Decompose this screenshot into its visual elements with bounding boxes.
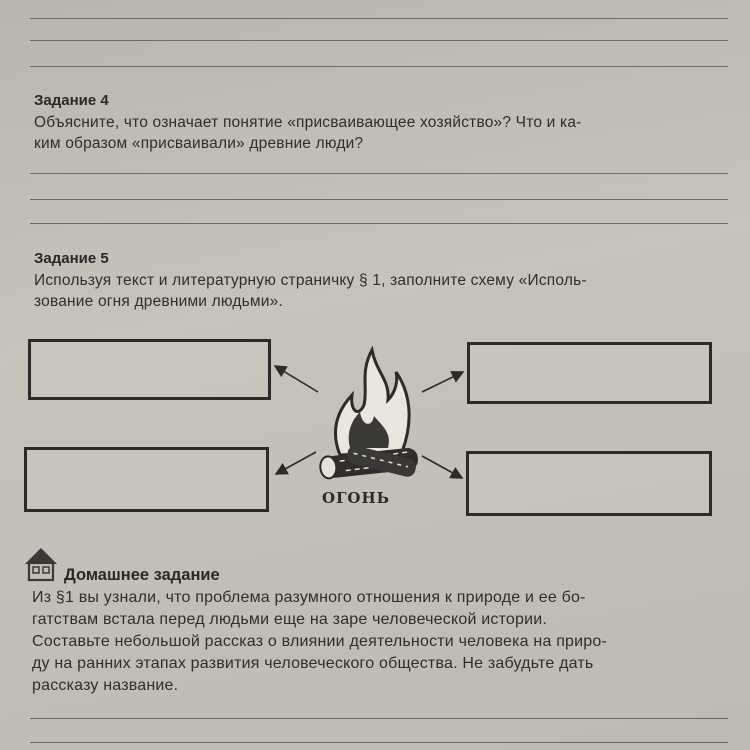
answer-line [30, 742, 728, 743]
fire-label: ОГОНЬ [322, 489, 391, 507]
task-4-line: Объясните, что означает понятие «присваивающее хозяйство»? Что и ка- [34, 114, 582, 131]
task-4-title: Задание 4 [34, 92, 109, 109]
homework-text [32, 587, 722, 697]
task-5-line: Используя текст и литературную страничку § 1, заполните схему «Исполь- [34, 272, 587, 289]
homework-title: Домашнее задание [64, 566, 220, 584]
task-5-line: зование огня древними людьми». [34, 293, 283, 310]
homework-line: Составьте небольшой рассказ о влиянии деятельности человека на приро- [32, 633, 608, 650]
homework-line: рассказу название. [32, 677, 179, 694]
homework-line: Из §1 вы узнали, что проблема разумного отношения к природе и ее бо- [32, 589, 586, 606]
homework-line: ду на ранних этапах развития человеческого общества. Не забудьте дать [32, 655, 594, 672]
task-4-line: ким образом «присваивали» древние люди? [34, 135, 364, 152]
homework-line: гатствам встала перед людьми еще на заре человеческой истории. [32, 611, 548, 628]
answer-line [30, 718, 728, 719]
house-icon [25, 548, 57, 580]
task-5-title: Задание 5 [34, 250, 109, 267]
